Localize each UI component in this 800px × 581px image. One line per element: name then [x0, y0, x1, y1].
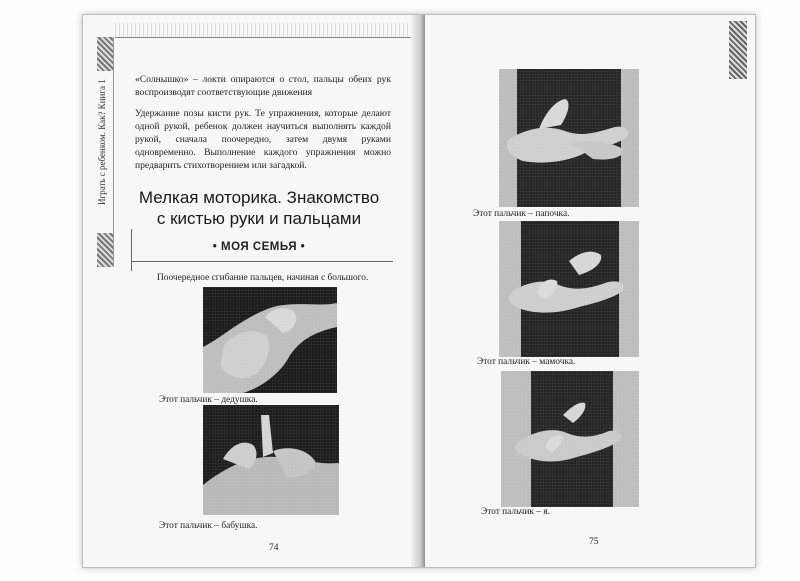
- open-book: [82, 14, 756, 568]
- header-rule: [115, 37, 411, 38]
- caption-me: Этот пальчик – я.: [481, 507, 550, 517]
- exercise-intro: Поочередное сгибание пальцев, начиная с большого.: [157, 273, 369, 283]
- page-number-left: 74: [269, 543, 279, 553]
- section-horizontal-rule: [131, 261, 393, 262]
- photo-grandmother: [203, 405, 339, 515]
- photo-me: [501, 371, 639, 507]
- running-head: Играть с ребенком. Как? Книга 1: [97, 79, 107, 205]
- photo-father: [499, 69, 639, 207]
- heading-line-2: с кистью руки и пальцами: [156, 209, 362, 228]
- caption-father: Этот пальчик – папочка.: [473, 209, 570, 219]
- caption-grandmother: Этот пальчик – бабушка.: [159, 521, 258, 531]
- paragraph-sun: «Солнышко» – локти опираются о стол, пальцы обеих рук воспроизводят соответствующие движения: [135, 74, 391, 98]
- section-vertical-rule: [131, 229, 132, 271]
- caption-mother: Этот пальчик – мамочка.: [477, 357, 576, 367]
- right-side-ornament: [729, 21, 747, 79]
- subheading-my-family: • МОЯ СЕМЬЯ •: [212, 241, 306, 253]
- ornament-top: [97, 37, 113, 71]
- left-page: [83, 15, 421, 567]
- heading-line-1: Мелкая моторика. Знакомство: [138, 188, 380, 207]
- right-page: [425, 15, 755, 567]
- photo-grandfather: [203, 287, 337, 393]
- section-heading: [123, 187, 395, 229]
- caption-grandfather: Этот пальчик – дедушка.: [159, 395, 258, 405]
- photo-mother: [499, 221, 639, 357]
- ornament-bottom: [97, 233, 113, 267]
- header-ornament: [115, 23, 411, 37]
- paragraph-hand-pose: Удержание позы кисти рук. Те упражнения, которые делают одной рукой, ребенок должен научиться выполнять каждой рукой, сначала поочередно, затем двумя руками одновременно. Выполнение каждого упражнения можно предварить стихотворением или загадкой.: [135, 108, 391, 171]
- page-number-right: 75: [589, 537, 599, 547]
